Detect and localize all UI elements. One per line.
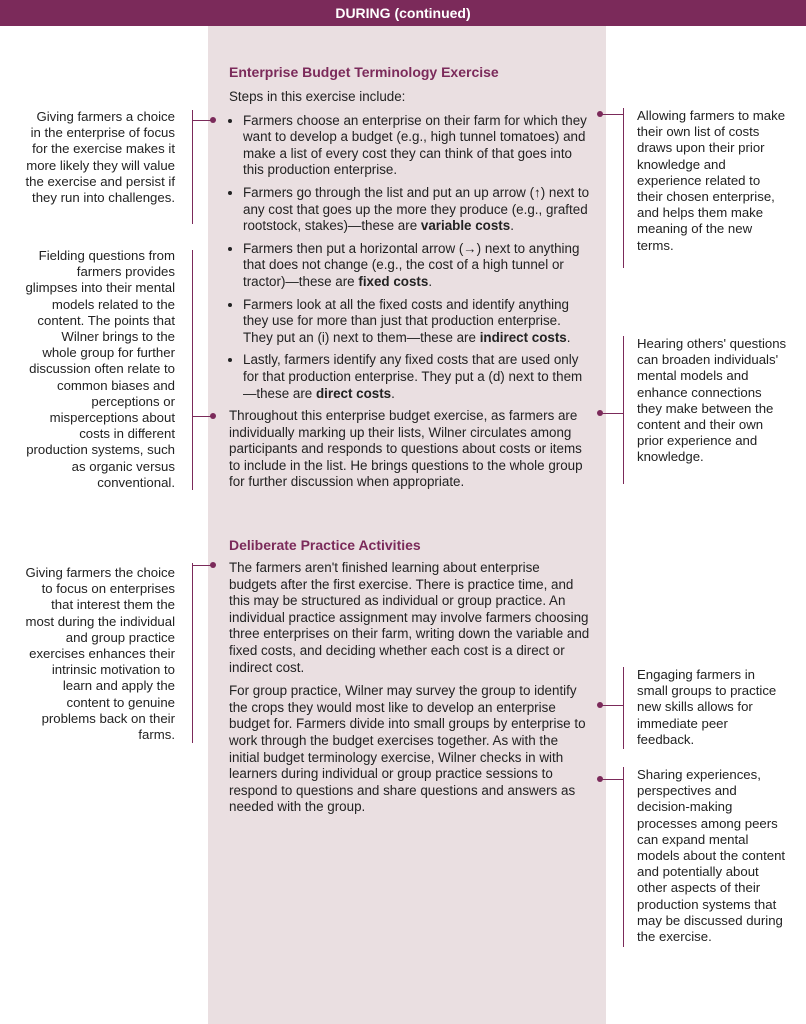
margin-note-right-4: Sharing experiences, perspectives and decision-making processes among peers can expand mental models about the content and potentially about other aspects of their production systems that may be discussed during the exercise. bbox=[637, 767, 786, 945]
note-bracket bbox=[623, 108, 624, 268]
note-bracket bbox=[623, 336, 624, 484]
note-bracket bbox=[192, 250, 193, 490]
note-connector-dot bbox=[210, 562, 216, 568]
section-closing-paragraph: Throughout this enterprise budget exercise, as farmers are individually marking up their lists, Wilner circulates among participants and responds to questions about costs or items to include in the list. He brings questions to the whole group for further discussion when appropriate. bbox=[229, 408, 583, 490]
note-connector-dot bbox=[597, 111, 603, 117]
note-bracket bbox=[623, 667, 624, 749]
list-item: • Farmers choose an enterprise on their farm for which they want to develop a budget (e.g., high tunnel tomatoes) and make a list of every cost they can think of that goes into this production enterprise. bbox=[243, 113, 591, 179]
section-body-deliberate-practice bbox=[229, 560, 591, 823]
note-connector bbox=[192, 120, 212, 121]
note-connector-dot bbox=[210, 117, 216, 123]
note-connector-dot bbox=[597, 410, 603, 416]
note-bracket bbox=[623, 767, 624, 947]
list-item: • Lastly, farmers identify any fixed costs that are used only for that production enterprise. They put a (d) next to them—these are direct costs. bbox=[243, 352, 591, 402]
note-bracket bbox=[192, 110, 193, 224]
section-intro: Steps in this exercise include: bbox=[229, 89, 406, 104]
section-body-enterprise-budget bbox=[229, 89, 591, 498]
note-bracket bbox=[192, 563, 193, 743]
note-connector bbox=[192, 565, 212, 566]
margin-note-left-2: Fielding questions from farmers provides glimpses into their mental models related to the content. The points that Wilner brings to the whole group for further discussion often relate to common biases and perceptions or misperceptions about costs in different production systems, such as organic versus conventional. bbox=[25, 248, 175, 490]
list-item: • Farmers go through the list and put an up arrow (↑) next to any cost that goes up the more they produce (e.g., grafted rootstock, stakes)—these are variable costs. bbox=[243, 185, 591, 235]
note-connector bbox=[600, 779, 624, 780]
section-title-deliberate-practice: Deliberate Practice Activities bbox=[229, 537, 421, 553]
paragraph: For group practice, Wilner may survey the group to identify the crops they would most like to develop an enterprise budget for. Farmers divide into small groups by enterprise to work through the budget exercises together. As with the initial budget terminology exercise, Wilner checks in with learners during individual or group practice sessions to respond to questions and share questions and answers as needed with the group. bbox=[229, 683, 586, 815]
section-header: DURING (continued) bbox=[0, 0, 806, 26]
note-connector bbox=[600, 114, 624, 115]
margin-note-right-1: Allowing farmers to make their own list of costs draws upon their prior knowledge and experience related to their chosen enterprise, and helps them make meaning of the new terms. bbox=[637, 108, 786, 253]
paragraph: The farmers aren't finished learning about enterprise budgets after the first exercise. There is practice time, and this may be structured as individual or group practice. An individual practice assignment may involve farmers choosing three enterprises on their farm, writing down the variable and fixed costs, and deciding whether each cost is a direct or indirect cost. bbox=[229, 560, 590, 675]
note-connector-dot bbox=[210, 413, 216, 419]
margin-note-left-1: Giving farmers a choice in the enterprise of focus for the exercise makes it more likely they will value the exercise and persist if they run into challenges. bbox=[25, 109, 175, 206]
margin-note-right-3: Engaging farmers in small groups to practice new skills allows for immediate peer feedback. bbox=[637, 667, 777, 747]
margin-note-left-3: Giving farmers the choice to focus on enterprises that interest them the most during the individual and group practice exercises enhances their intrinsic motivation to learn and apply the content to genuine problems back on their farms. bbox=[25, 565, 175, 743]
list-item: • Farmers then put a horizontal arrow (→) next to anything that does not change (e.g., the cost of a high tunnel or tractor)—these are fixed costs. bbox=[243, 241, 591, 291]
note-connector-dot bbox=[597, 702, 603, 708]
steps-list bbox=[229, 113, 591, 403]
list-item: • Farmers look at all the fixed costs and identify anything they use for more than just that production enterprise. They put an (i) next to them—these are indirect costs. bbox=[243, 297, 591, 347]
note-connector bbox=[192, 416, 212, 417]
note-connector-dot bbox=[597, 776, 603, 782]
note-connector bbox=[600, 413, 624, 414]
section-title-enterprise-budget: Enterprise Budget Terminology Exercise bbox=[229, 64, 499, 80]
note-connector bbox=[600, 705, 624, 706]
margin-note-right-2: Hearing others' questions can broaden individuals' mental models and enhance connections they make between the content and their own prior experience and knowledge. bbox=[637, 336, 787, 465]
